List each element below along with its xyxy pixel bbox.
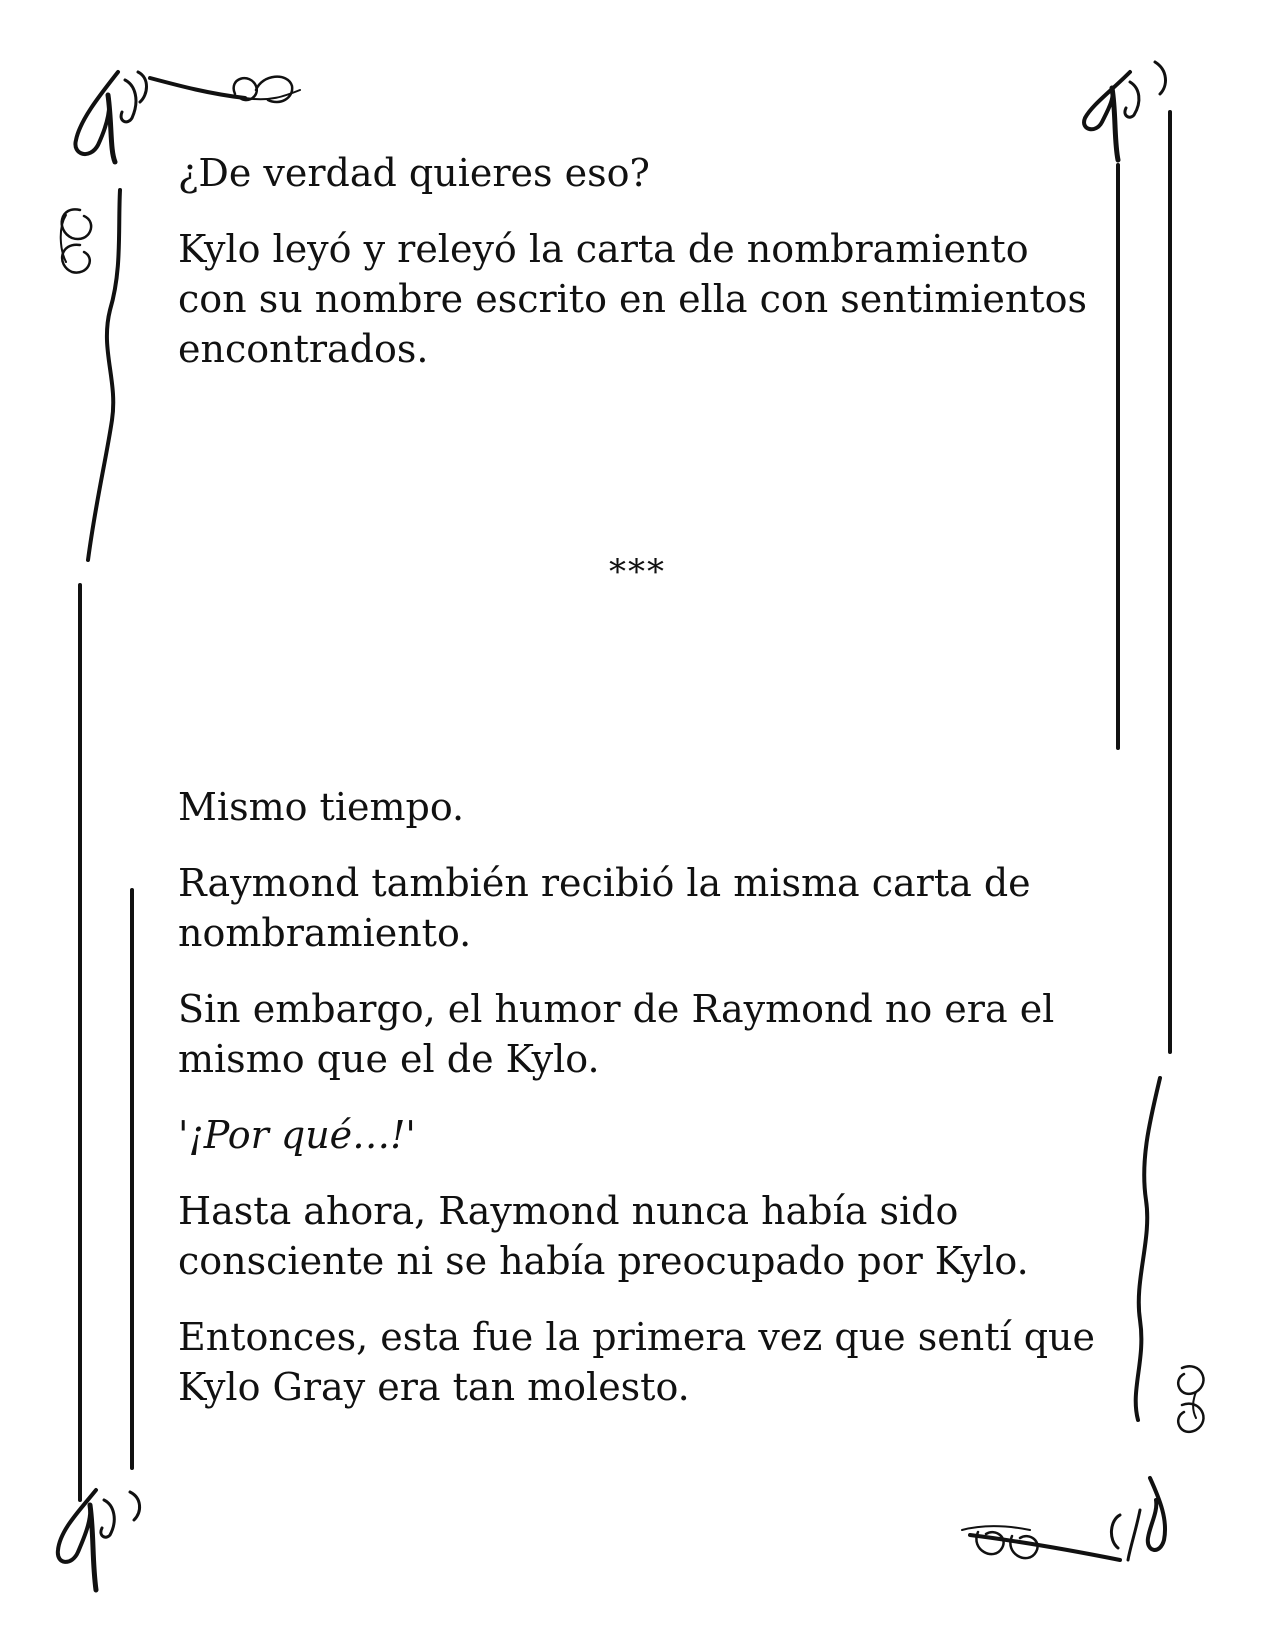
section-divider: *** bbox=[609, 552, 666, 592]
paragraph: Entonces, esta fue la primera vez que sentí que Kylo Gray era tan molesto. bbox=[178, 1315, 1095, 1409]
paragraph: Mismo tiempo. bbox=[178, 785, 465, 829]
thought-quote: '¡Por qué…!' bbox=[178, 1113, 416, 1157]
paragraph: Sin embargo, el humor de Raymond no era el mismo que el de Kylo. bbox=[178, 987, 1055, 1081]
paragraph: Hasta ahora, Raymond nunca había sido consciente ni se había preocupado por Kylo. bbox=[178, 1189, 1029, 1283]
bottom-text-block bbox=[178, 782, 1098, 1412]
paragraph: ¿De verdad quieres eso? bbox=[178, 151, 650, 195]
paragraph: Raymond también recibió la misma carta de nombramiento. bbox=[178, 861, 1031, 955]
paragraph: Kylo leyó y releyó la carta de nombramiento con su nombre escrito en ella con sentimientos encontrados. bbox=[178, 227, 1087, 371]
bottom-left-flourish bbox=[58, 1490, 140, 1590]
top-right-flourish bbox=[1084, 62, 1165, 160]
top-text-block bbox=[178, 148, 1098, 374]
